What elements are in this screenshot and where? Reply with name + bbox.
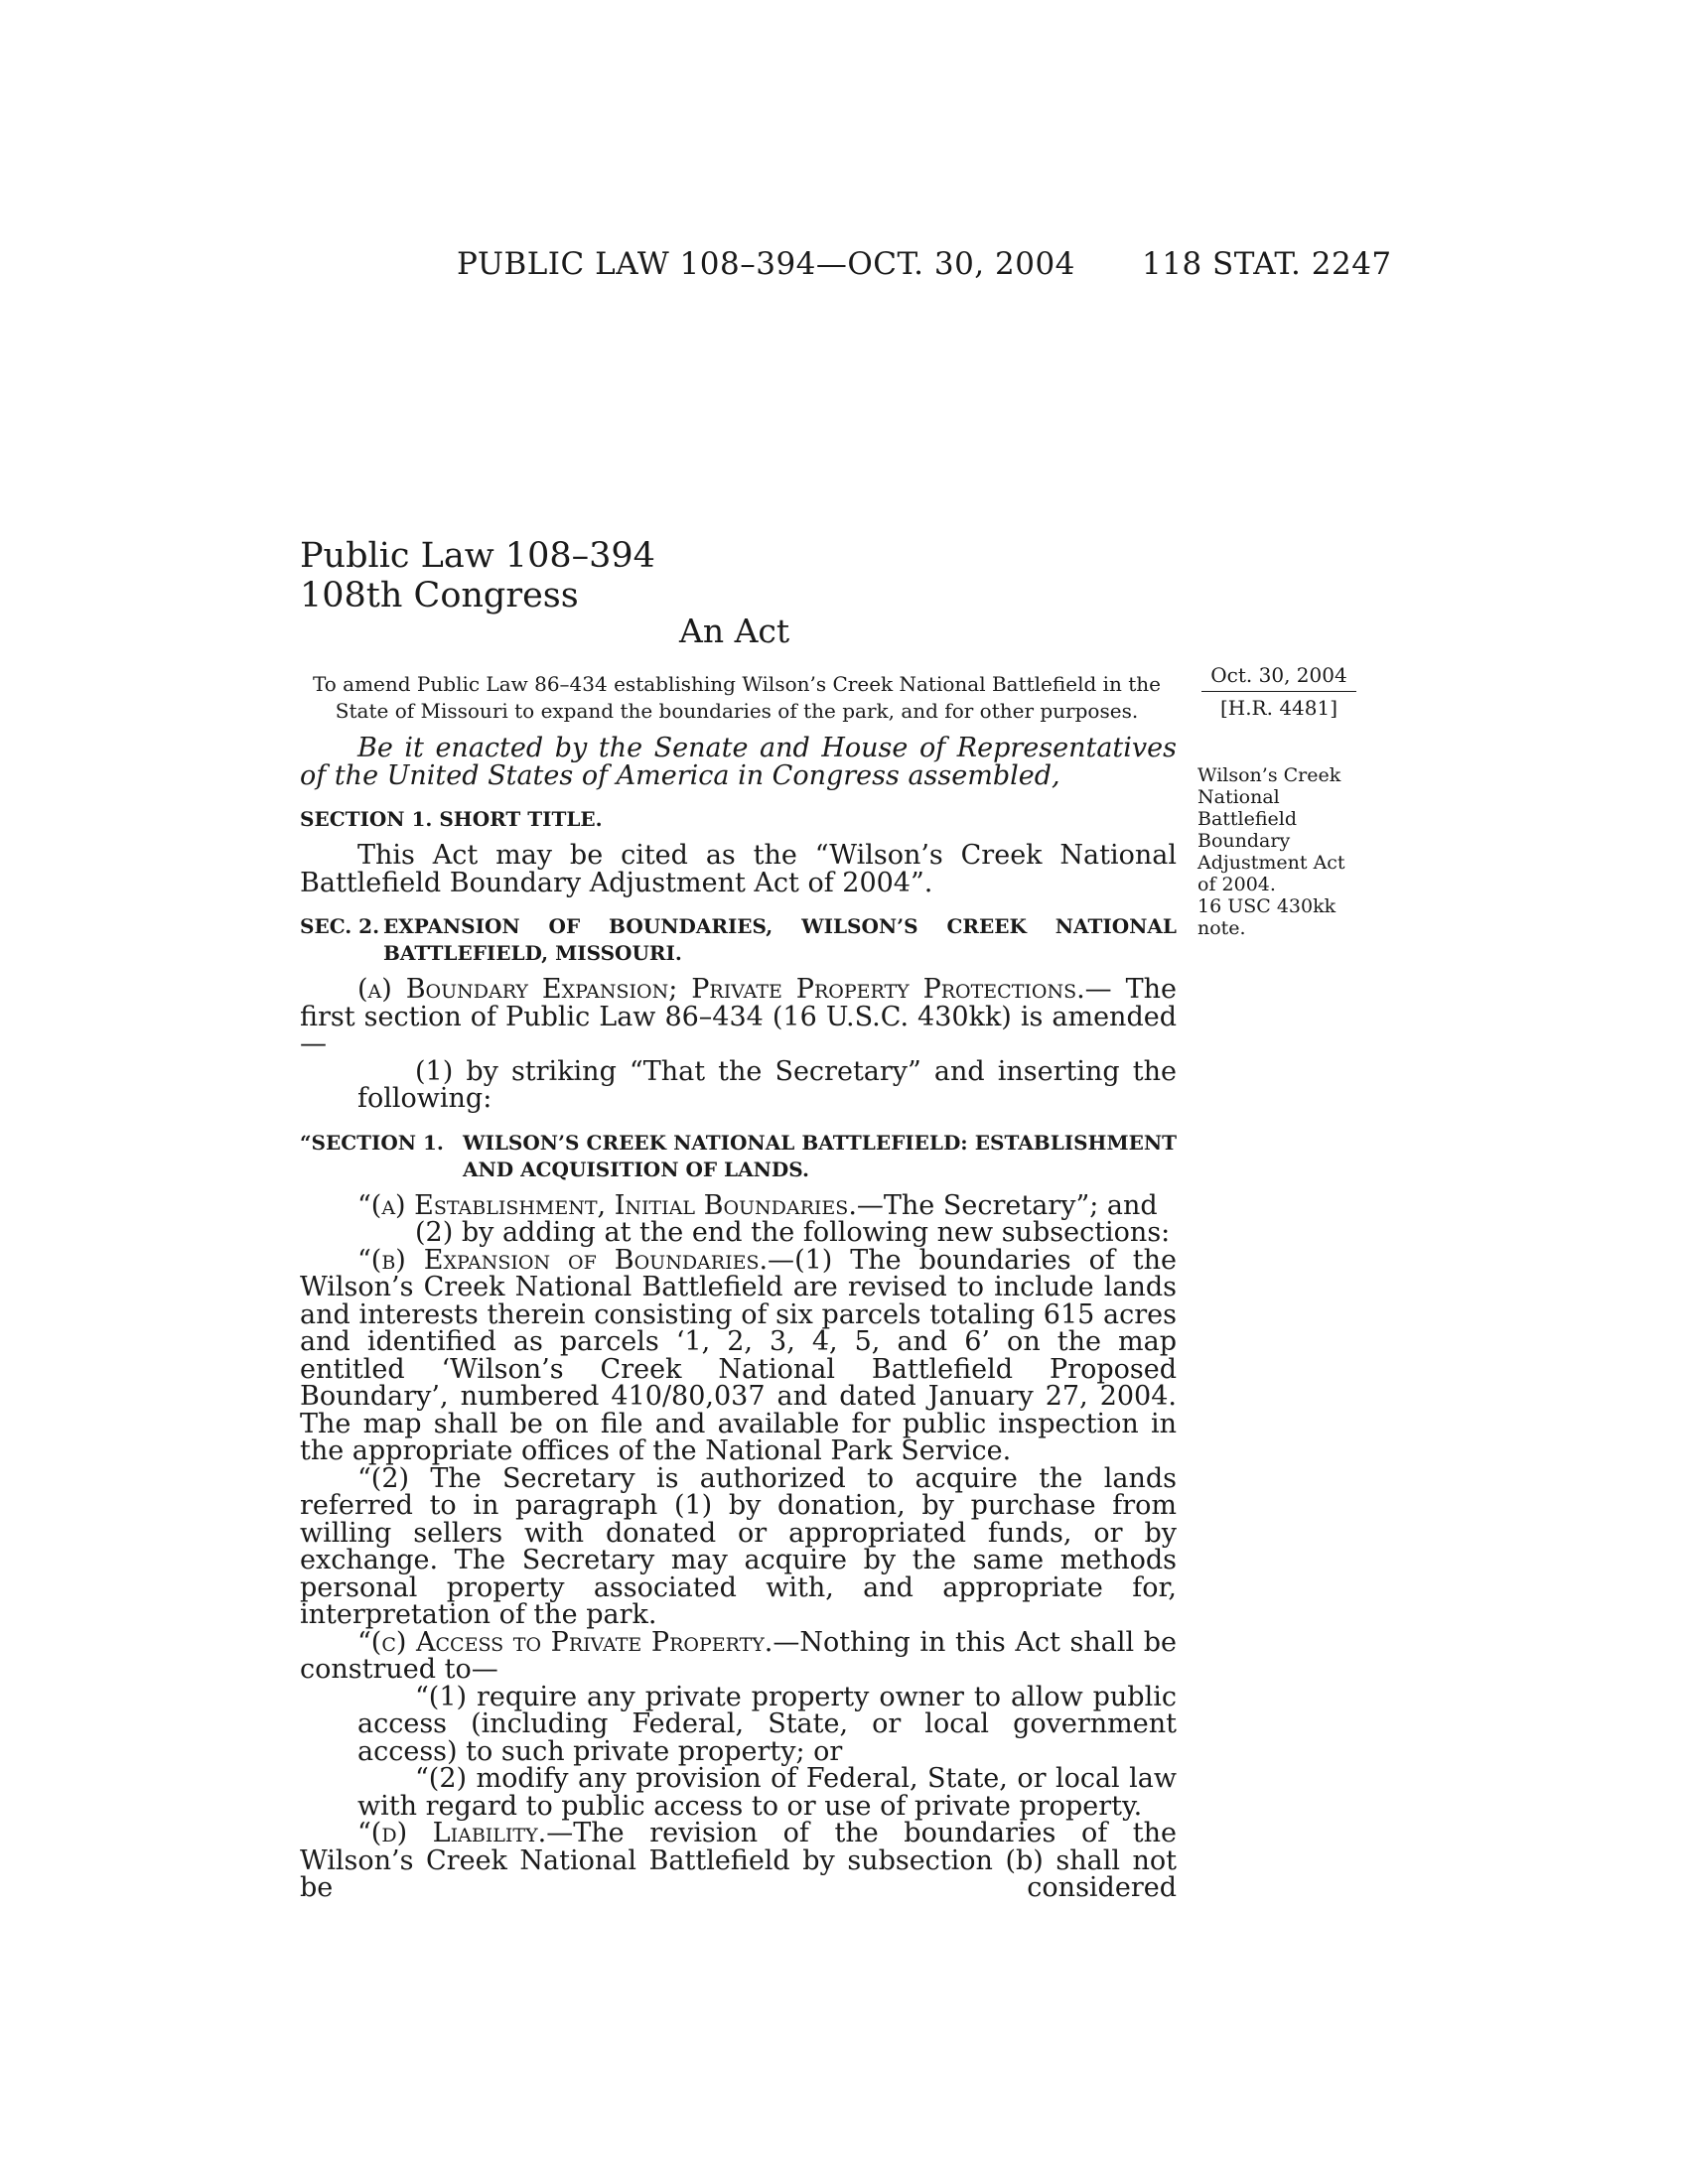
margin-notes <box>1197 764 1366 939</box>
subsection-b-label: “(b) Expansion of Boundaries.— <box>357 1244 795 1276</box>
statute-page-number: 118 STAT. 2247 <box>1142 246 1392 282</box>
section-1-heading: SECTION 1. SHORT TITLE. <box>300 807 603 831</box>
paragraph-2: (2) by adding at the end the following new subsections: <box>415 1217 1171 1248</box>
purpose-statement: To amend Public Law 86–434 establishing Wilson’s Creek National Battlefield in the State of Missouri to expand the boundaries of the park, and for other purposes. <box>312 672 1162 723</box>
quoted-subsection-a-label: “(a) Establishment, Initial Boundaries.— <box>357 1189 884 1221</box>
act-body <box>300 735 1177 1902</box>
law-title-block <box>300 536 655 615</box>
quoted-subsection-a-text: The Secretary”; and <box>883 1189 1158 1221</box>
margin-date: Oct. 30, 2004 <box>1201 663 1356 692</box>
quoted-section-number: “SECTION 1. <box>300 1130 444 1155</box>
subsection-c-1: “(1) require any private property owner to allow public access (including Federal, State, or local government access) to such private property; or <box>357 1681 1177 1767</box>
paragraph-1: (1) by striking “That the Secretary” and inserting the following: <box>357 1055 1177 1114</box>
quoted-section-title: WILSON’S CREEK NATIONAL BATTLEFIELD: ESTABLISHMENT AND ACQUISITION OF LANDS. <box>463 1130 1177 1181</box>
subsection-a <box>300 976 1177 1058</box>
section-2-title: EXPANSION OF BOUNDARIES, WILSON’S CREEK NATIONAL BATTLEFIELD, MISSOURI. <box>383 914 1177 965</box>
subsection-d <box>300 1820 1177 1902</box>
margin-short-title-note: Wilson’s Creek National Battlefield Boundary Adjustment Act of 2004. <box>1197 764 1345 895</box>
subsection-a-text: The first section of Public Law 86–434 (16 U.S.C. 430kk) is amended— <box>300 974 1177 1059</box>
margin-bill-number: [H.R. 4481] <box>1219 696 1338 720</box>
subsection-b-1-text: (1) The boundaries of the Wilson’s Creek National Battlefield are revised to include lands and interests therein consisting of six parcels totaling 615 acres and identified as parcels ‘1, 2, 3, 4, 5, and 6’ on the map entitled ‘Wilson’s Creek National Battlefield Proposed Boundary’, numbered 410/80,037 and dated January 27, 2004. The map shall be on file and available for public inspection in the appropriate offices of the National Park Service. <box>300 1244 1177 1466</box>
section-2-number: SEC. 2. <box>300 914 380 938</box>
subsection-b-2: “(2) The Secretary is authorized to acquire the lands referred to in paragraph (1) by donation, by purchase from willing sellers with donated or appropriated funds, or by exchange. The Secretary may acquire by the same methods personal property associated with, and appropriate for, interpretation of the park. <box>300 1462 1177 1630</box>
public-law-number: Public Law 108–394 <box>300 536 655 576</box>
quoted-section-heading <box>300 1130 1177 1183</box>
subsection-c-text: Nothing in this Act shall be construed to— <box>300 1626 1177 1685</box>
enacting-clause: Be it enacted by the Senate and House of Representatives of the United States of America in Congress assembled, <box>300 733 1177 791</box>
subsection-c <box>300 1626 1177 1685</box>
subsection-c-2: “(2) modify any provision of Federal, State, or local law with regard to public access to or use of private property. <box>357 1763 1177 1822</box>
section-2-heading <box>300 913 1177 967</box>
congress-number: 108th Congress <box>300 576 579 615</box>
section-1-text: This Act may be cited as the “Wilson’s Creek National Battlefield Boundary Adjustment Act of 2004”. <box>300 840 1177 898</box>
subsection-b-1 <box>300 1244 1177 1466</box>
subsection-d-label: “(d) Liability.— <box>357 1818 574 1848</box>
margin-usc-note: 16 USC 430kk note. <box>1197 895 1336 939</box>
running-header-title: PUBLIC LAW 108–394—OCT. 30, 2004 <box>457 246 1075 282</box>
subsection-c-label: “(c) Access to Private Property.— <box>357 1626 800 1658</box>
margin-date-block <box>1201 663 1356 720</box>
subsection-d-text: The revision of the boundaries of the Wilson’s Creek National Battlefield by subsection (b) shall not be considered <box>300 1818 1177 1903</box>
act-label: An Act <box>679 612 790 650</box>
quoted-subsection-a <box>300 1189 1177 1221</box>
subsection-a-label: (a) Boundary Expansion; Private Property Protections.— <box>357 974 1112 1005</box>
